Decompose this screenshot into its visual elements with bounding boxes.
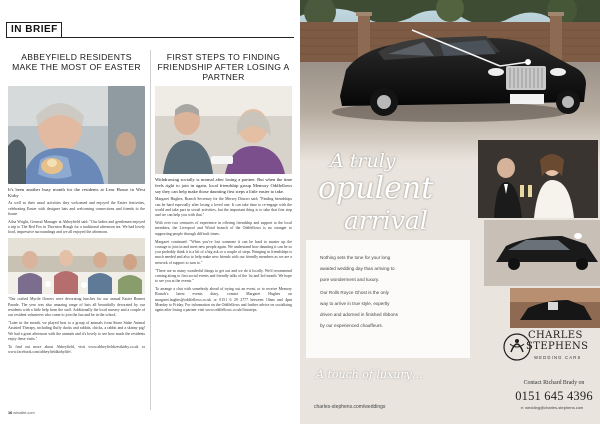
header-rule [62, 37, 294, 38]
charles-stephens-logo [502, 330, 596, 366]
section-label-box [6, 22, 62, 38]
ad-website-link[interactable]: charles-stephens.com/weddings [314, 404, 386, 410]
article-paragraph: Ailsa Wright, General Manager at Abbeyfield said: "Our ladies and gentlemen enjoyed a trip to The Red Fox in Thornton Hough for a traditional afternoon tea. We had lovely food, impressive surroundings and we all enjoyed the afternoon. [8, 219, 145, 235]
article-body-continued [8, 297, 145, 355]
article-oddfellows [155, 42, 292, 420]
photo-residents-afternoon-tea [8, 238, 145, 294]
ad-copy-line: pure wonderment and luxury. [320, 277, 380, 282]
page-number: 16 [8, 411, 13, 415]
logo-line-1: CHARLES [528, 330, 583, 341]
article-body [8, 187, 145, 236]
ad-copy-line: by our experienced chauffeurs. [320, 323, 383, 328]
folio-site: wirralife.com [13, 411, 35, 415]
contact-phone[interactable]: 0151 645 4396 [515, 389, 593, 403]
page-folio [8, 411, 35, 415]
logo-line-2: STEPHENS [526, 341, 589, 352]
photo-friends-chatting [155, 86, 292, 174]
section-label: IN BRIEF [11, 24, 58, 35]
ad-headline-line-2: opulent [318, 171, 434, 206]
contact-email[interactable]: e: wedding@charles-stephens.com [520, 405, 584, 410]
article-body [155, 177, 292, 314]
article-abbeyfield [8, 42, 145, 420]
ad-copy-line: Nothing sets the tone for your long [320, 255, 391, 260]
ad-copy [320, 252, 458, 331]
ad-copy-line: awaited wedding day than arriving to [320, 266, 395, 271]
article-paragraph: "Our crafted Myrtle flowers were decorating lunches for our annual Easter Bonnet Parade. The year was also amazing range of hats all beautifully decorated by our residents with a little help from the staff. Additionally the local nursery and a couple of our resident volunteers who came to join the fun and be in the school. [8, 297, 145, 318]
ad-copy-line: way to arrive in true style, expertly [320, 301, 390, 306]
article-paragraph: Margaret continued: "When you've lost someone it can be hard to muster up the courage to join in and meet new people again. We understand how daunting it can be so you probably think it is a bit of a big ask or a couple of steps. Bringing in friendships is much needed and also to help make new friends with our friendly members as we are a network of support to turn to." [155, 239, 292, 265]
article-paragraph: As well as their usual activities they welcomed and enjoyed the Easter festivities, celebrating Easter with designer hats and welcoming connections and friends to the house. [8, 201, 145, 216]
article-headline: FIRST STEPS TO FINDING FRIENDSHIP AFTER LOSING A PARTNER [157, 52, 290, 82]
article-paragraph: With over two centuries of experience in offering friendship and support to the local members, the Liverpool and Wirral branch of the Oddfellows is no stranger to supporting people through difficult times. [155, 221, 292, 236]
article-paragraph: To find out more about Abbeyfield, visit www.abbeyfieldwestkirby.co.uk or www.facebook.com/abbeyfieldkirbylife/. [8, 344, 145, 355]
column-divider [150, 50, 151, 410]
ad-headline-line-3: arrival [344, 206, 428, 235]
ad-headline-line-1: A truly [330, 150, 396, 172]
photo-resident-easter-craft [8, 86, 145, 184]
logo-subtitle: WEDDING CARS [534, 355, 582, 360]
article-lead: It's been another busy month for the residents at Lear House in West Kirby [8, 187, 145, 198]
advert-page [300, 0, 600, 424]
article-lead: Withdrawing socially is normal after losing a partner. But when the time feels right to join in again, local friendship group Memory Oddfellows say they can help make those daunting first steps a little easier to take. [155, 177, 292, 194]
ad-tagline: A touch of luxury… [316, 368, 423, 381]
article-headline: ABBEYFIELD RESIDENTS MAKE THE MOST OF EASTER [12, 52, 141, 72]
article-paragraph: Margaret Hughes, Branch Secretary for the Mersey District said: "Finding friendships can be hard especially after losing a loved one. It can take time to re-engage with the world and take part in social activities, but the important thing is to take that first step and we can help you with that." [155, 197, 292, 218]
ad-copy-line: Our Rolls Royce Ghost is the only [320, 290, 389, 295]
ad-copy-line: driven and adorned in finished ribbons [320, 312, 398, 317]
article-paragraph: "Later in the month, we played host to a group of animals from Stone Stake Animal Assisted Therapy, including fluffy ducks and rabbits, chicks, a rabbit and a skinny pig! We had a great afternoon with the animals and it's lovely to see how much the residents enjoy these visits." [8, 321, 145, 342]
article-paragraph: "There are so many wonderful things to get out and we do it locally. We'd recommend coming along to first social events and friendly talks of the 1st and 3rd month. We hope to see you at the events." [155, 268, 292, 284]
contact-label: Contact Richard Brady on [523, 380, 585, 386]
article-paragraph: To arrange a chat with somebody ahead of trying out an event, or to receive Memory Branch's latest events diary, contact Margaret Hughes on margaret.hughes@oddfellows.co.uk or 0151 6 29 2777 between 10am and 4pm Monday to Friday. For information on the Oddfellows and further advice on socialising again after losing a partner visit www.oddfellows.co.uk/firststeps. [155, 287, 292, 313]
